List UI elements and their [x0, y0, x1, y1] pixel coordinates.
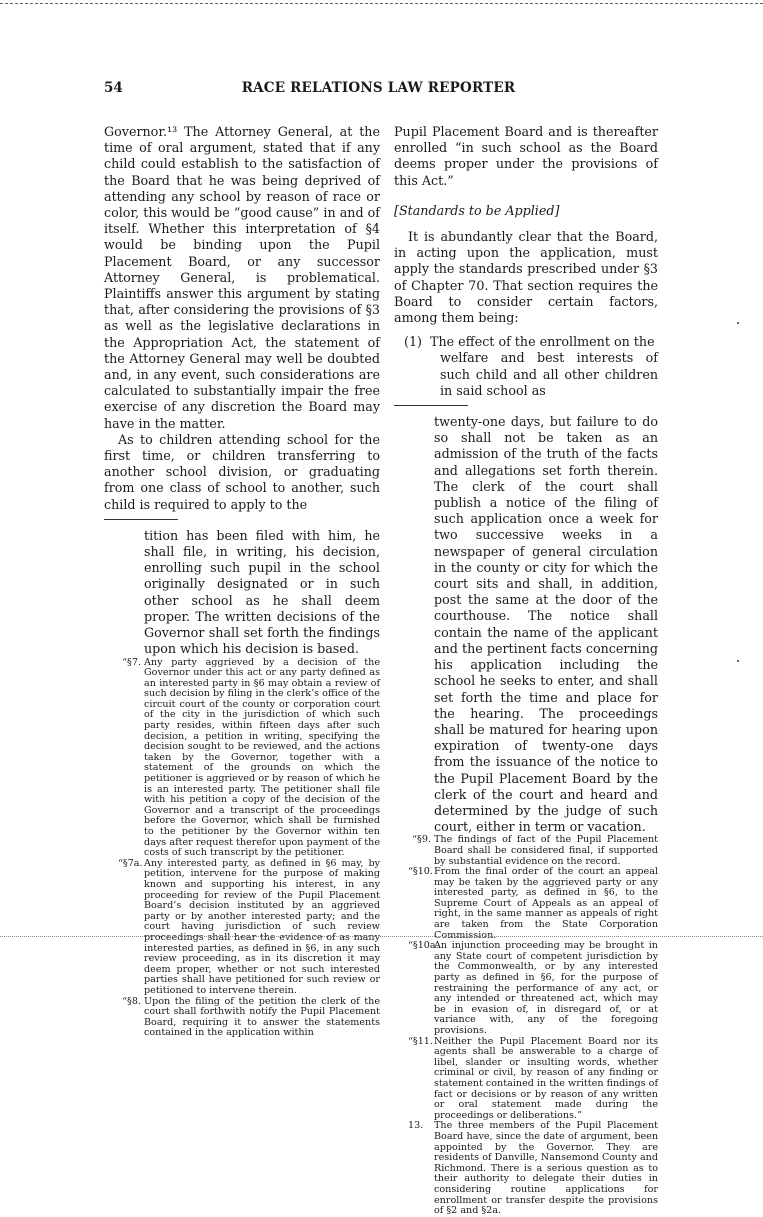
- footnote-text: The findings of fact of the Pupil Placement Board shall be considered final, if supported by substantial evidence on the record.: [434, 834, 658, 867]
- page-number: 54: [104, 80, 123, 96]
- footnote-text: An injunction proceeding may be brought in any State court of competent jurisdiction by the Commonwealth, or by any interested party as defined in §6, for the purpose of restraining the performance of any act, or any intended or threatened act, which may be in evasion of, in disregard of, or at variance with, any of the foregoing provisions.: [434, 940, 658, 1037]
- right-paragraph-1: Pupil Placement Board and is thereafter enrolled “in such school as the Board deems proper under the provisions of this Act.”: [394, 124, 658, 188]
- footnote-text: Any interested party, as defined in §6 may, by petition, intervene for the purpose of making known and supporting his interest, in any proceeding for review of the Pupil Placement Board’s decision instituted by an aggrieved party or by another interested party; and the court having jurisdiction of such review proceedings shall hear the evidence of as many interested parties, as defined in §6, in any such review proceeding, as in its discretion it may deem proper, whether or not such interested parties shall have petitioned for such review or petitioned to intervene therein.: [144, 857, 380, 996]
- footnote-section-10a: [408, 940, 658, 1037]
- factor-list-item-1: [404, 334, 658, 399]
- footnote-label: “§10.: [408, 866, 433, 878]
- right-footnotes: [408, 414, 658, 1121]
- list-item-continuation: welfare and best interests of such child and all other children in said school as: [440, 350, 658, 398]
- footnote-section-7: [122, 656, 380, 859]
- footnote-section-10: [408, 866, 658, 941]
- left-paragraph-1: Governor.¹³ The Attorney General, at the time of oral argument, stated that if any child could establish to the satisfaction of the Board that he was being deprived of attending any school by reason of race or color, this would be “good cause” in and of itself. Whether this interpretation of §4 would be binding upon the Pupil Placement Board, or any successor Attorney General, is problematical. Plaintiffs answer this argument by stating that, after considering the provisions of §3 as well as the legislative declarations in the Appropriation Act, the statement of the Attorney General may well be doubted and, in any event, such considerations are calculated to substantially impair the free exercise of any discretion the Board may have in the matter.: [104, 124, 380, 431]
- footnote-number: 13.: [408, 1120, 424, 1132]
- footnote-section-9: [412, 834, 658, 867]
- footnote-label: “§7a.: [118, 857, 143, 869]
- bottom-edge-rule: [0, 936, 763, 937]
- footnote-13: [408, 1121, 658, 1216]
- footnote-text: The three members of the Pupil Placement Board have, since the date of argument, been appointed by the Governor. They are residents of Danville, Nansemond County and Richmond. There is a serious question as to their authority to delegate their duties in considering routine applications for enrollment or transfer despite the provisions of §2 and §2a.: [434, 1120, 658, 1217]
- footnote-text: Upon the filing of the petition the clerk of the court shall forthwith notify the Pupil Placement Board, requiring it to answer the statements contained in the application within: [144, 995, 380, 1039]
- footnote-text: From the final order of the court an appeal may be taken by the aggrieved party or any interested party, as defined in §6, to the Supreme Court of Appeals as an appeal of right, in the same manner as appeals of right are taken from the State Corporation Commission.: [434, 866, 658, 941]
- footnote-label: “§11.: [408, 1035, 433, 1047]
- top-edge-rule: [0, 3, 763, 4]
- left-paragraph-2: As to children attending school for the first time, or children transferring to another school division, or graduating from one class of school to another, such child is required to apply to the: [104, 431, 380, 512]
- footnote-section-11: [408, 1035, 658, 1122]
- footnote-continuation: twenty-one days, but failure to do so shall not be taken as an admission of the truth of the facts and allegations set forth therein. The clerk of the court shall publish a notice of the filing of such application once a week for two successive weeks in a newspaper of general circulation in the county or city for which the court sits and shall, in addition, post the same at the door of the courthouse. The notice shall contain the name of the applicant and the pertinent facts concerning his application including the school he seeks to enter, and shall set forth the time and place for the hearing. The proceedings shall be matured for hearing upon expiration of twenty-one days from the issuance of the notice to the Pupil Placement Board by the clerk of the court and heard and determined by the judge of such court, either in term or vacation.: [434, 414, 658, 835]
- section-subheading: [Standards to be Applied]: [394, 202, 560, 218]
- footnote-label: “§8.: [122, 995, 141, 1007]
- footnote-label: “§10a.: [408, 940, 439, 952]
- footnote-section-8: [122, 995, 380, 1039]
- footnote-text: Neither the Pupil Placement Board nor its agents shall be answerable to a charge of libel, slander or insulting words, whether criminal or civil, by reason of any finding or statement contained in the written findings of fact or decisions or by reason of any written or oral statement made during the proceedings or deliberations.”: [434, 1035, 658, 1121]
- footnote-rule: [394, 405, 468, 406]
- left-column: [104, 124, 380, 1039]
- footnote-label: “§7.: [122, 656, 141, 668]
- footnote-label: “§9.: [412, 834, 431, 846]
- right-paragraph-2: It is abundantly clear that the Board, in acting upon the application, must apply the standards prescribed under §3 of Chapter 70. That section requires the Board to consider certain factors, among them being:: [394, 229, 658, 326]
- footnote-section-7a: [118, 857, 380, 997]
- page-header: [104, 80, 653, 100]
- footnote-continuation: tition has been filed with him, he shall file, in writing, his decision, enrolling such pupil in the school originally designated or in such other school as he shall deem proper. The written decisions of the Governor shall set forth the findings upon which his decision is based.: [144, 527, 380, 657]
- right-column: [394, 124, 658, 1217]
- footnote-rule: [104, 519, 178, 520]
- list-number: (1): [404, 334, 422, 350]
- running-title: RACE RELATIONS LAW REPORTER: [241, 80, 516, 96]
- list-item-first-line: The effect of the enrollment on the: [430, 334, 655, 350]
- footnote-text: Any party aggrieved by a decision of the Governor under this act or any party defined as an interested party in §6 may obtain a review of such decision by filing in the clerk’s office of the circuit court of the county or corporation court of the city in the jurisdiction of which such party resides, within fifteen days after such decision, a petition in writing, specifying the decision sought to be reviewed, and the actions taken by the Governor, together with a statement of the grounds on which the petitioner is aggrieved or by reason of which he is an interested party. The petitioner shall file with his petition a copy of the decision of the Governor and a transcript of the proceedings before the Governor, which shall be furnished to the petitioner by the Governor within ten days after request therefor upon payment of the costs of such transcript by the petitioner.: [144, 656, 380, 859]
- left-footnotes: [118, 527, 380, 1039]
